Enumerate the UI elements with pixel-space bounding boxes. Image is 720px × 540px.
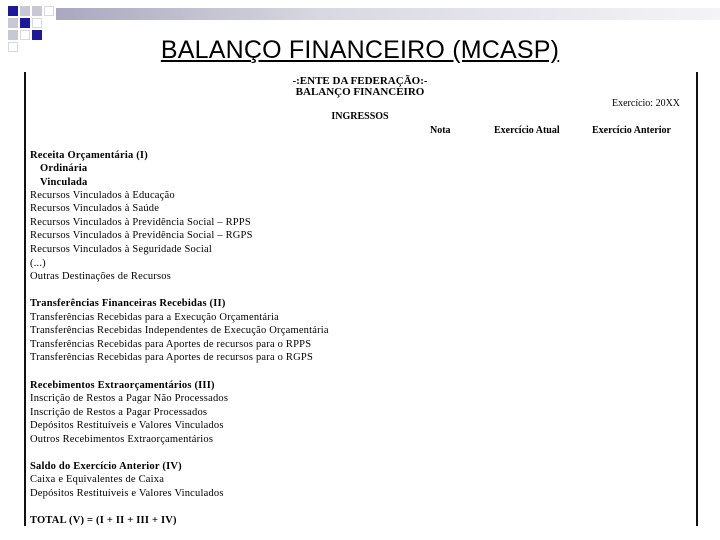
statement-row: Recursos Vinculados à Saúde xyxy=(30,203,160,214)
entity-heading: -:ENTE DA FEDERAÇÃO:- xyxy=(292,75,428,87)
statement-row: Depósitos Restituíveis e Valores Vinculados xyxy=(30,420,224,431)
decor-square xyxy=(32,18,42,28)
statement-row: Outros Recebimentos Extraorçamentários xyxy=(30,434,214,445)
column-header-exercicio-anterior: Exercício Anterior xyxy=(592,125,671,136)
statement-row: Recursos Vinculados à Seguridade Social xyxy=(30,244,212,255)
statement-row: Inscrição de Restos a Pagar Não Processados xyxy=(30,393,229,404)
statement-row: Transferências Recebidas para Aportes de recursos para o RGPS xyxy=(30,352,313,363)
statement-row: Recebimentos Extraorçamentários (III) xyxy=(30,380,215,391)
statement-row: Outras Destinações de Recursos xyxy=(30,271,172,282)
statement-row: Transferências Recebidas para Aportes de recursos para o RPPS xyxy=(30,339,312,350)
column-header-exercicio-atual: Exercício Atual xyxy=(494,125,560,136)
decor-square xyxy=(20,6,30,16)
statement-row: Inscrição de Restos a Pagar Processados xyxy=(30,407,208,418)
column-header-nota: Nota xyxy=(430,125,451,136)
decor-square xyxy=(8,18,18,28)
statement-row: (...) xyxy=(30,258,46,269)
section-heading: INGRESSOS xyxy=(331,111,389,122)
statement-row: Vinculada xyxy=(40,177,88,188)
sheet-right-border xyxy=(696,72,698,526)
decor-square xyxy=(20,18,30,28)
statement-row: TOTAL (V) = (I + II + III + IV) xyxy=(30,515,177,526)
decor-square xyxy=(32,6,42,16)
decor-square xyxy=(8,6,18,16)
statement-row: Transferências Financeiras Recebidas (II) xyxy=(30,298,226,309)
statement-row: Depósitos Restituíveis e Valores Vinculados xyxy=(30,488,224,499)
statement-row: Recursos Vinculados à Previdência Social – RPPS xyxy=(30,217,251,228)
statement-row: Recursos Vinculados à Previdência Social – RGPS xyxy=(30,230,253,241)
statement-row: Receita Orçamentária (I) xyxy=(30,150,148,161)
slide-title: BALANÇO FINANCEIRO (MCASP) xyxy=(160,36,560,64)
report-name: BALANÇO FINANCEIRO xyxy=(295,86,425,98)
statement-row: Recursos Vinculados à Educação xyxy=(30,190,175,201)
statement-row: Saldo do Exercício Anterior (IV) xyxy=(30,461,182,472)
statement-row: Transferências Recebidas Independentes de Execução Orçamentária xyxy=(30,325,329,336)
statement-row: Ordinária xyxy=(40,163,88,174)
exercise-label: Exercício: 20XX xyxy=(612,98,681,109)
decor-square xyxy=(44,6,54,16)
sheet-left-border xyxy=(24,72,26,526)
header-decor-bar xyxy=(56,8,720,20)
statement-row: Caixa e Equivalentes de Caixa xyxy=(30,474,165,485)
statement-row: Transferências Recebidas para a Execução Orçamentária xyxy=(30,312,279,323)
